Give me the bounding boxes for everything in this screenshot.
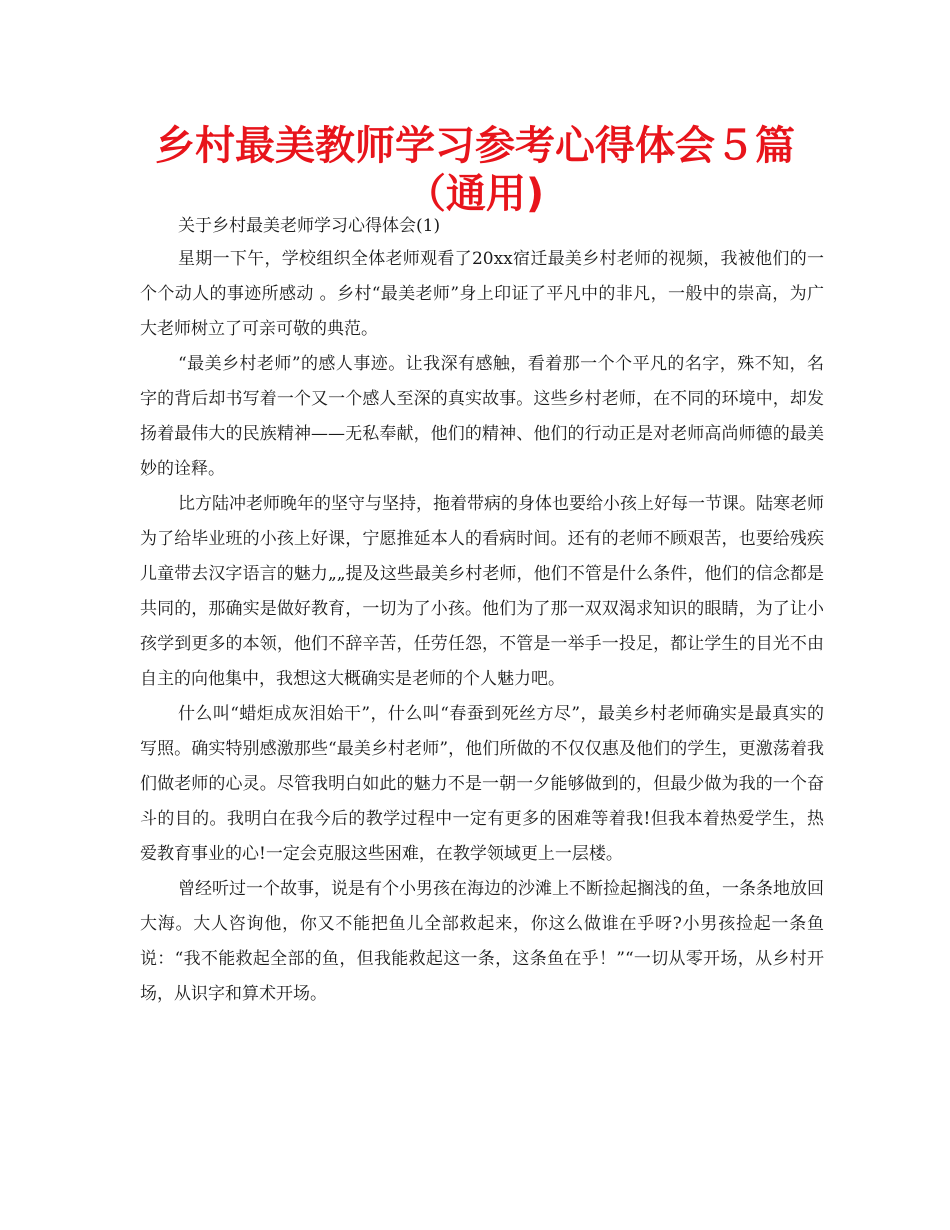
document-title: 乡村最美教师学习参考心得体会５篇（通用) bbox=[155, 123, 795, 217]
section-subheading: 关于乡村最美老师学习心得体会(1) bbox=[178, 216, 441, 236]
document-body bbox=[140, 210, 824, 1012]
paragraph-3: 比方陆冲老师晚年的坚守与坚持，拖着带病的身体也要给小孩上好每一节课。陆寒老师为了给毕业班的小孩上好课，宁愿推延本人的看病时间。还有的老师不顾艰苦，也要给残疾儿童带去汉字语言的魅力„„提及这些最美乡村老师，他们不管是什么条件，他们的信念都是共同的，那确实是做好教育，一切为了小孩。他们为了那一双双渴求知识的眼睛，为了让小孩学到更多的本领，他们不辞辛苦，任劳任怨，不管是一举手一投足，都让学生的目光不由自主的向他集中，我想这大概确实是老师的个人魅力吧。 bbox=[140, 494, 824, 689]
paragraph-1: 星期一下午，学校组织全体老师观看了20xx宿迁最美乡村老师的视频，我被他们的一个个动人的事迹所感动 。乡村“最美老师”身上印证了平凡中的非凡，一般中的崇高，为广大老师树立了可亲可敬的典范。 bbox=[140, 249, 824, 339]
paragraph-4: 什么叫“蜡炬成灰泪始干”，什么叫“春蚕到死丝方尽”，最美乡村老师确实是最真实的写照。确实特别感激那些“最美乡村老师”，他们所做的不仅仅惠及他们的学生，更激荡着我们做老师的心灵。尽管我明白如此的魅力不是一朝一夕能够做到的，但最少做为我的一个奋斗的目的。我明白在我今后的教学过程中一定有更多的困难等着我!但我本着热爱学生，热爱教育事业的心!一定会克服这些困难，在教学领域更上一层楼。 bbox=[140, 704, 824, 864]
paragraph-5: 曾经听过一个故事，说是有个小男孩在海边的沙滩上不断捡起搁浅的鱼，一条条地放回大海。大人咨询他，你又不能把鱼儿全部救起来，你这么做谁在乎呀?小男孩捡起一条鱼说：“我不能救起全部的鱼，但我能救起这一条，这条鱼在乎！”“一切从零开场，从乡村开场，从识字和算术开场。 bbox=[140, 879, 824, 1004]
paragraph-2: “最美乡村老师”的感人事迹。让我深有感触，看着那一个个平凡的名字，殊不知，名字的背后却书写着一个又一个感人至深的真实故事。这些乡村老师，在不同的环境中，却发扬着最伟大的民族精神——无私奉献，他们的精神、他们的行动正是对老师高尚师德的最美妙的诠释。 bbox=[140, 354, 824, 479]
